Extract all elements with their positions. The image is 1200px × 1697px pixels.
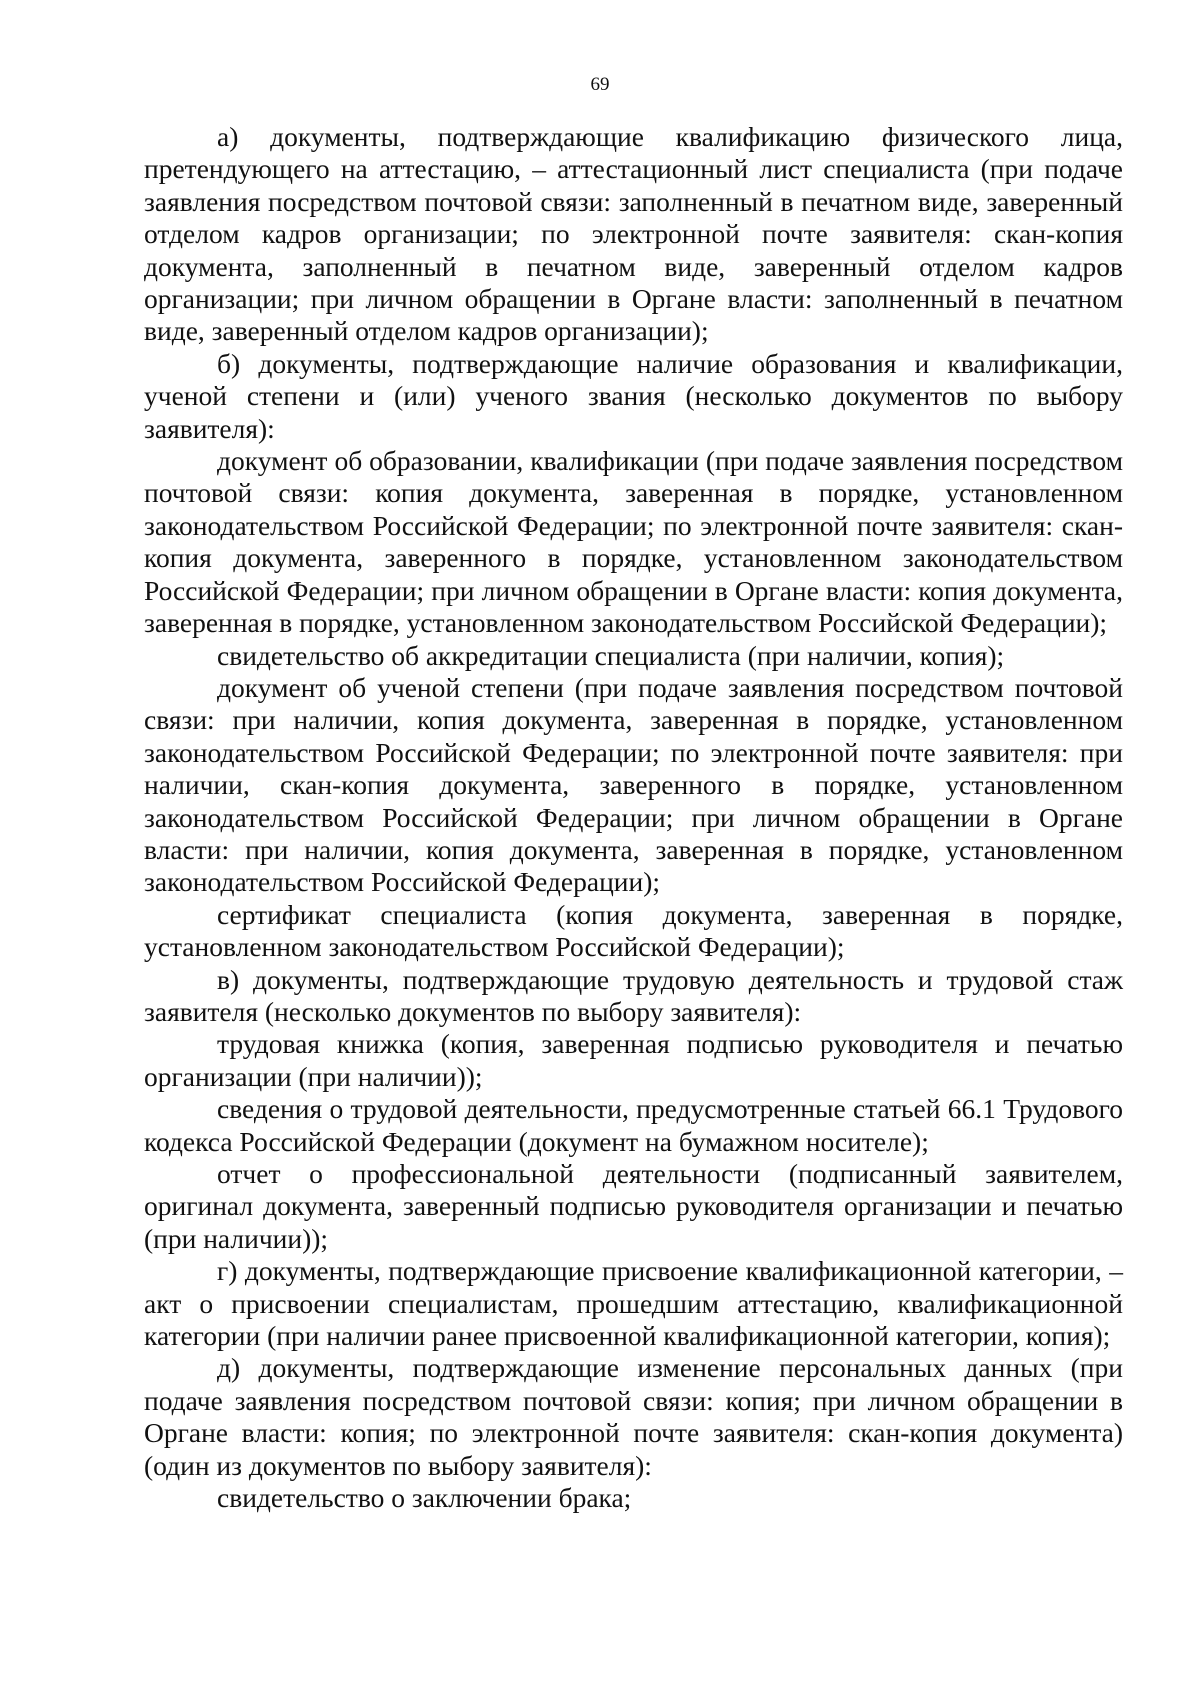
- paragraph-marriage-certificate: свидетельство о заключении брака;: [217, 1482, 632, 1514]
- page-number: 69: [590, 74, 610, 95]
- paragraph-academic-degree-document: документ об ученой степени (при подаче заявления посредством почтовой связи: при наличии, копия документа, заверенная в порядке, установленном законодательством Российской Федерации; по электронной почте заявителя: при наличии, скан-копия документа, заверенного в порядке, установленном законодательством Российской Федерации; при личном обращении в Органе власти: при наличии, копия документа, заверенная в порядке, установленном законодательством Российской Федерации);: [144, 671, 1123, 898]
- paragraph-employment-record-book: трудовая книжка (копия, заверенная подписью руководителя и печатью организации (при наличии));: [144, 1028, 1123, 1092]
- paragraph-education-document: документ об образовании, квалификации (при подаче заявления посредством почтовой связи: копия документа, заверенная в порядке, установленном законодательством Российской Федерации; по электронной почте заявителя: скан-копия документа, заверенного в порядке, установленном законодательством Российской Федерации; при личном обращении в Органе власти: копия документа, заверенная в порядке, установленном законодательством Российской Федерации);: [144, 445, 1123, 639]
- paragraph-item-a: а) документы, подтверждающие квалификацию физического лица, претендующего на аттестацию, – аттестационный лист специалиста (при подаче заявления посредством почтовой связи: заполненный в печатном виде, заверенный отделом кадров организации; по электронной почте заявителя: скан-копия документа, заполненный в печатном виде, заверенный отделом кадров организации; при личном обращении в Органе власти: заполненный в печатном виде, заверенный отделом кадров организации);: [144, 121, 1123, 347]
- paragraph-employment-information: сведения о трудовой деятельности, предусмотренные статьей 66.1 Трудового кодекса Российской Федерации (документ на бумажном носителе);: [144, 1093, 1123, 1157]
- paragraph-professional-activity-report: отчет о профессиональной деятельности (подписанный заявителем, оригинал документа, заверенный подписью руководителя организации и печатью (при наличии));: [144, 1158, 1123, 1254]
- paragraph-item-g: г) документы, подтверждающие присвоение квалификационной категории, – акт о присвоении специалистам, прошедшим аттестацию, квалификационной категории (при наличии ранее присвоенной квалификационной категории, копия);: [144, 1255, 1123, 1352]
- paragraph-item-v: в) документы, подтверждающие трудовую деятельность и трудовой стаж заявителя (несколько документов по выбору заявителя):: [144, 963, 1123, 1027]
- paragraph-accreditation-certificate: свидетельство об аккредитации специалиста (при наличии, копия);: [217, 639, 1005, 671]
- paragraph-item-d: д) документы, подтверждающие изменение персональных данных (при подаче заявления посредством почтовой связи: копия; при личном обращении в Органе власти: копия; по электронной почте заявителя: скан-копия документа) (один из документов по выбору заявителя):: [144, 1352, 1123, 1481]
- document-body: [144, 121, 1123, 1514]
- paragraph-specialist-certificate: сертификат специалиста (копия документа, заверенная в порядке, установленном законодательством Российской Федерации);: [144, 898, 1123, 963]
- paragraph-item-b: б) документы, подтверждающие наличие образования и квалификации, ученой степени и (или) ученого звания (несколько документов по выбору заявителя):: [144, 347, 1123, 444]
